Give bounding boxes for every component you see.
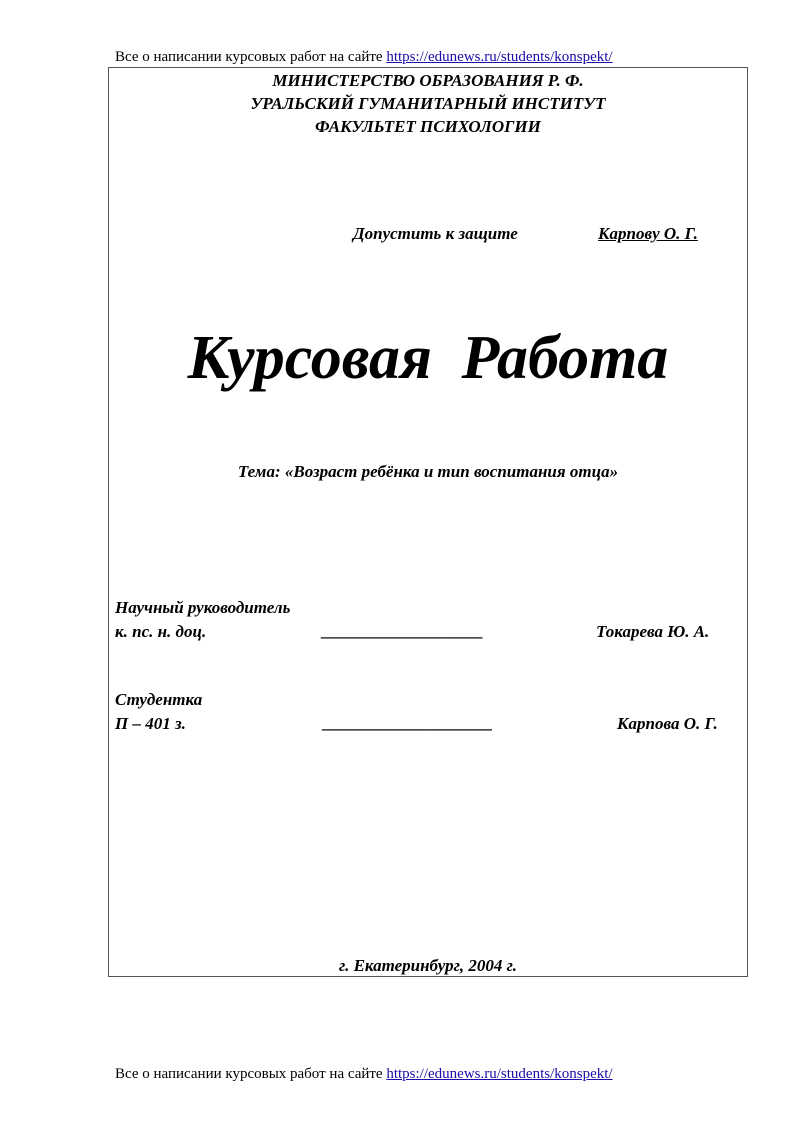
institute-line: УРАЛЬСКИЙ ГУМАНИТАРНЫЙ ИНСТИТУТ (250, 94, 606, 113)
footer-note (115, 1066, 613, 1083)
supervisor-role: Научный руководитель (115, 598, 291, 617)
header-note-link[interactable]: https://edunews.ru/students/konspekt/ (386, 49, 613, 65)
ministry-line: МИНИСТЕРСТВО ОБРАЗОВАНИЯ Р. Ф. (272, 71, 584, 90)
header-note (115, 49, 613, 66)
student-group: П – 401 з. (115, 714, 186, 733)
footer-note-link[interactable]: https://edunews.ru/students/konspekt/ (386, 1066, 613, 1082)
supervisor-name: Токарева Ю. А. (596, 622, 710, 641)
footer-note-text: Все о написании курсовых работ на сайте (115, 1066, 387, 1082)
student-role: Студентка (115, 690, 203, 709)
admission-label: Допустить к защите (353, 224, 518, 243)
header-note-text: Все о написании курсовых работ на сайте (115, 49, 387, 65)
city-year: г. Екатеринбург, 2004 г. (339, 956, 517, 975)
student-name: Карпова О. Г. (617, 714, 718, 733)
student-signature-line: ____________________ (323, 713, 493, 732)
topic-line: Тема: «Возраст ребёнка и тип воспитания отца» (237, 462, 619, 481)
document-title: Курсовая Работа (187, 324, 669, 392)
supervisor-degree: к. пс. н. доц. (115, 622, 207, 641)
supervisor-signature-line: ___________________ (322, 621, 484, 640)
faculty-line: ФАКУЛЬТЕТ ПСИХОЛОГИИ (315, 117, 541, 136)
admission-name: Карпову О. Г. (598, 224, 698, 243)
title-page-frame (108, 67, 748, 977)
